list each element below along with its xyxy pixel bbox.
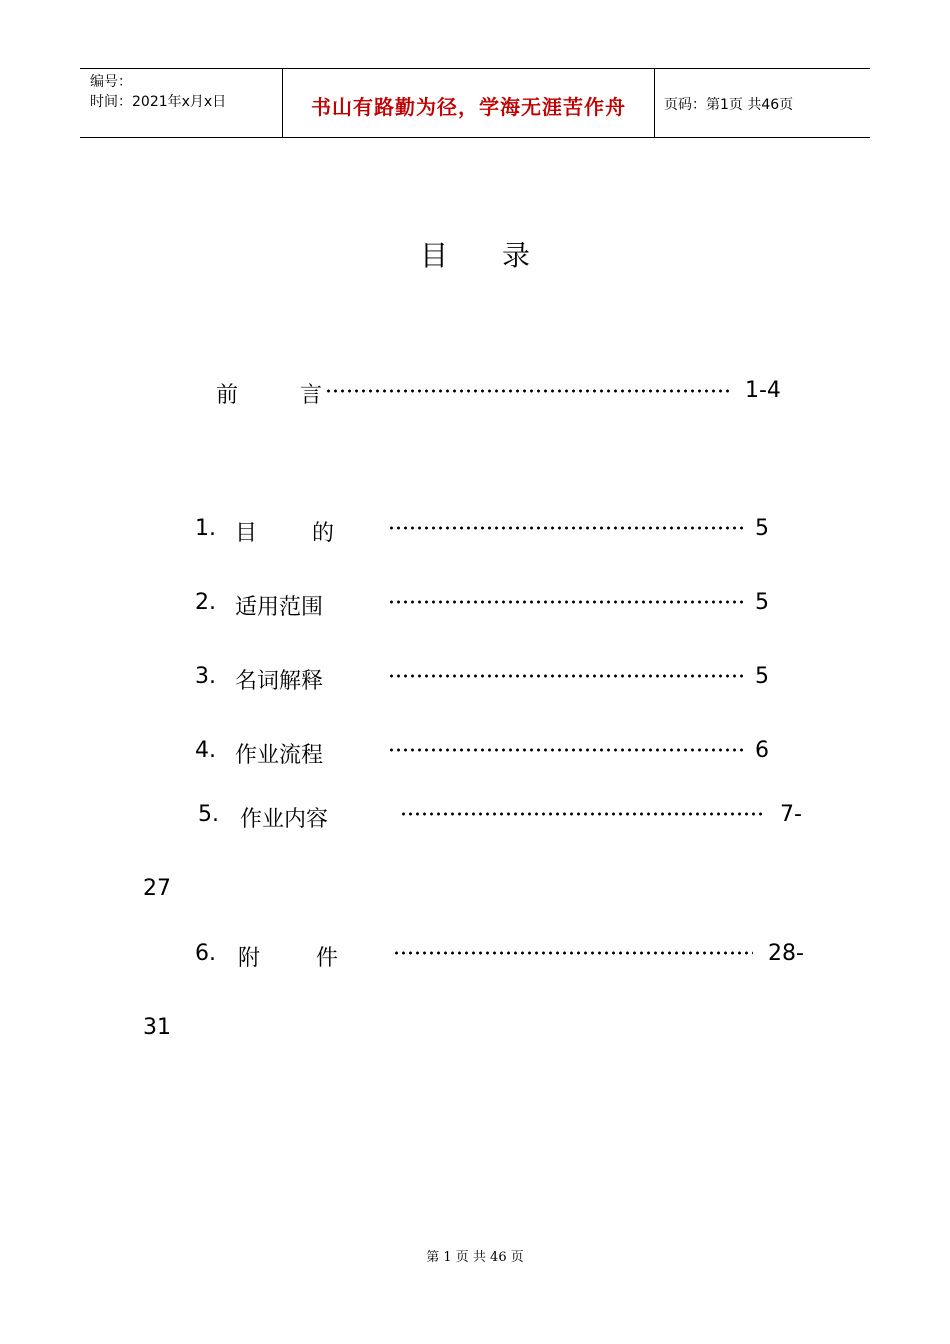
page-title: 目录 xyxy=(419,239,584,272)
toc-preface-label-a: 前 xyxy=(216,383,239,408)
document-number-label: 编号： xyxy=(90,74,132,90)
toc-item-2-leader xyxy=(388,600,743,604)
toc-preface-label-b: 言 xyxy=(300,383,323,408)
header-motto-cell xyxy=(282,69,655,137)
toc-item-6-leader xyxy=(393,951,753,955)
toc-item-1-number: 1. xyxy=(195,516,216,541)
toc-item-1-label-a: 目 xyxy=(235,521,258,546)
toc-item-4-number: 4. xyxy=(195,738,216,763)
toc-item-1-label-b: 的 xyxy=(312,521,335,546)
toc-item-5-leader xyxy=(400,812,765,816)
toc-item-6-number: 6. xyxy=(195,941,216,966)
toc-item-4-pages: 6 xyxy=(755,738,769,763)
toc-item-6-pages-continued: 31 xyxy=(143,1015,171,1040)
toc-preface-leader xyxy=(325,389,730,393)
toc-item-4-label: 作业流程 xyxy=(235,743,324,768)
toc-preface-pages: 1-4 xyxy=(745,378,781,403)
toc-item-3-pages: 5 xyxy=(755,664,769,689)
toc-item-4-leader xyxy=(388,748,743,752)
toc-item-5-pages-continued: 27 xyxy=(143,876,171,901)
toc-item-2-pages: 5 xyxy=(755,590,769,615)
header-motto: 书山有路勤为径，学海无涯苦作舟 xyxy=(311,95,626,119)
toc-item-2-number: 2. xyxy=(195,590,216,615)
document-time: 时间：2021年x月x日 xyxy=(90,94,227,110)
toc-item-5-pages: 7- xyxy=(780,802,802,827)
toc-item-3-number: 3. xyxy=(195,664,216,689)
toc-item-5-number: 5. xyxy=(198,802,219,827)
page-header xyxy=(80,68,870,138)
toc-item-6-label-b: 件 xyxy=(316,946,339,971)
toc-item-3-label: 名词解释 xyxy=(235,669,324,694)
toc-item-3-leader xyxy=(388,674,743,678)
header-page-cell xyxy=(655,69,870,137)
toc-item-5-label: 作业内容 xyxy=(240,807,329,832)
toc-item-2-label: 适用范围 xyxy=(235,595,324,620)
header-left-cell xyxy=(80,69,282,137)
toc-item-1-leader xyxy=(388,526,743,530)
page-footer: 第 1 页 共 46 页 xyxy=(426,1250,524,1265)
toc-item-6-label-a: 附 xyxy=(238,946,261,971)
header-page-info: 页码：第1页 共46页 xyxy=(664,97,794,113)
toc-item-6-pages: 28- xyxy=(768,941,804,966)
toc-item-1-pages: 5 xyxy=(755,516,769,541)
